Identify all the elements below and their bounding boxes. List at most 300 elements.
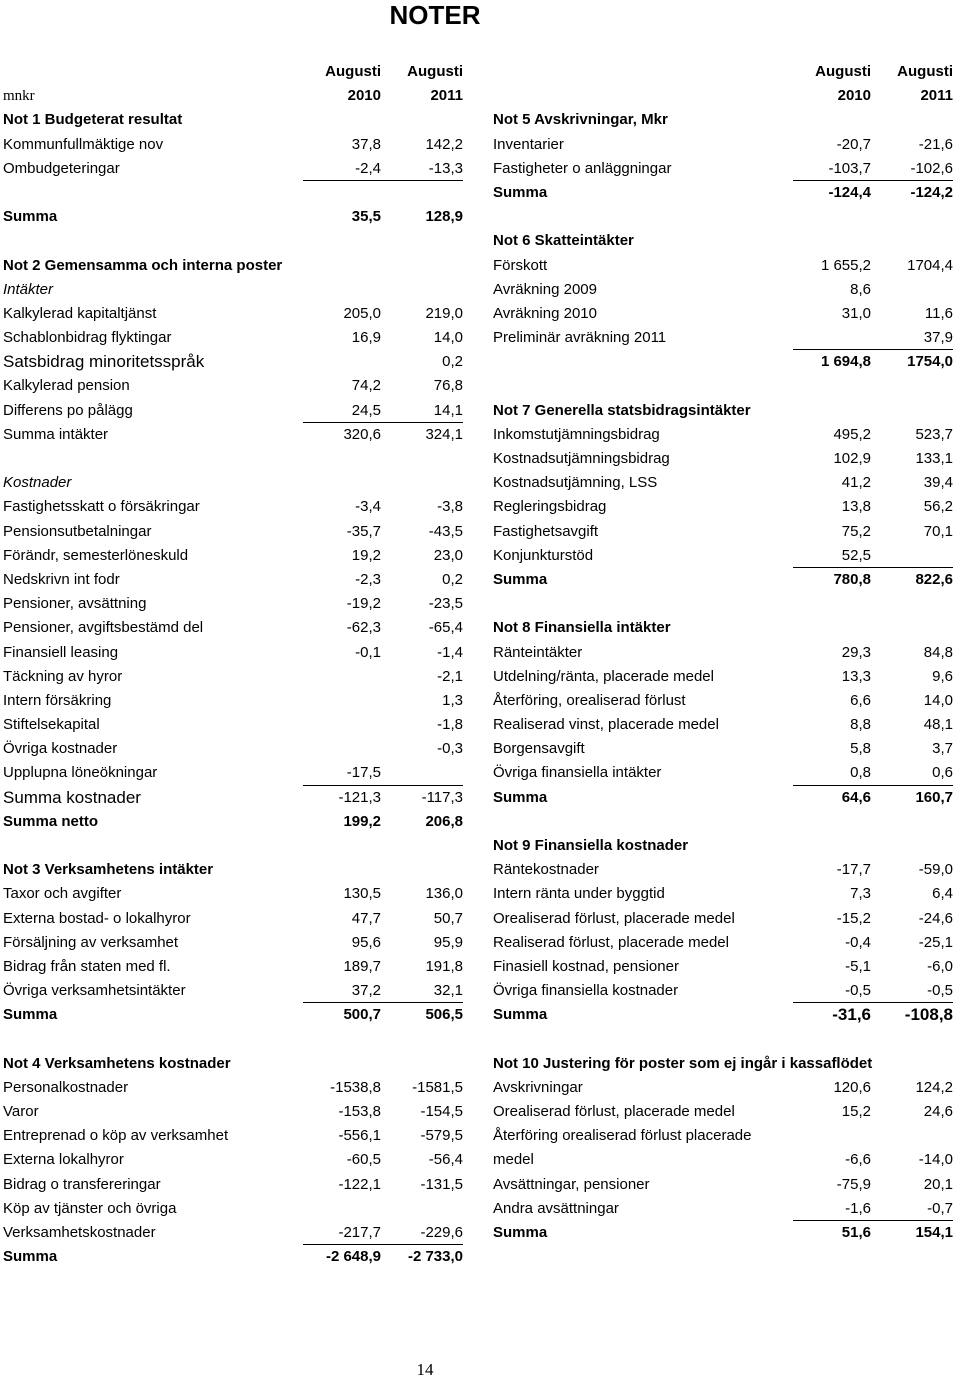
value-2010: -60,5	[346, 1151, 381, 1169]
table-row	[493, 955, 953, 979]
blank-row	[3, 181, 463, 205]
table-row	[3, 592, 463, 616]
value-2011: -0,5	[927, 982, 953, 1000]
table-row	[3, 205, 463, 229]
value-2011: -13,3	[428, 159, 463, 177]
value-2011: 324,1	[425, 425, 463, 443]
value-2010: -122,1	[338, 1175, 381, 1193]
value-2010: 24,5	[351, 401, 381, 419]
row-label: Kalkylerad kapitaltjänst	[3, 304, 157, 322]
row-label: Kostnader	[3, 474, 72, 492]
row-label: Not 2 Gemensamma och interna poster	[3, 256, 283, 274]
row-label: Pensioner, avsättning	[3, 595, 147, 613]
table-row	[493, 350, 953, 374]
row-label: Ränteintäkter	[493, 643, 583, 661]
value-2010: 47,7	[351, 909, 381, 927]
table-row	[3, 1197, 463, 1221]
value-2010: 13,8	[841, 498, 871, 516]
row-label: Varor	[3, 1103, 39, 1121]
table-row	[3, 423, 463, 447]
value-2010: 37,8	[351, 135, 381, 153]
row-label: Intern försäkring	[3, 691, 112, 709]
value-2011: -117,3	[421, 788, 463, 806]
value-2011: 523,7	[915, 425, 953, 443]
value-2010: -153,8	[338, 1103, 381, 1121]
table-row	[493, 254, 953, 278]
value-2011: 128,9	[425, 208, 463, 226]
value-2010: 8,6	[850, 280, 871, 298]
value-2010: 495,2	[833, 425, 871, 443]
value-2010: 37,2	[351, 982, 381, 1000]
value-2011: 822,6	[915, 570, 953, 588]
value-2011: -56,4	[428, 1151, 463, 1169]
table-row	[3, 1052, 463, 1076]
table-row	[3, 471, 463, 495]
table-row	[3, 1076, 463, 1100]
value-2010: 29,3	[841, 643, 871, 661]
table-row	[493, 568, 953, 592]
value-2011: -65,4	[428, 619, 463, 637]
row-label: Summa	[3, 1006, 58, 1024]
value-2011: -6,0	[927, 957, 953, 975]
row-label: Upplupna löneökningar	[3, 764, 158, 782]
table-row	[493, 737, 953, 761]
value-2011: 160,7	[915, 788, 953, 806]
table-row	[493, 786, 953, 810]
value-2010: 2010	[837, 87, 871, 105]
table-row	[3, 761, 463, 785]
table-row	[493, 1100, 953, 1124]
table-row	[3, 1100, 463, 1124]
row-label: Not 5 Avskrivningar, Mkr	[493, 111, 668, 129]
value-2010: 0,8	[850, 764, 871, 782]
value-2011: 154,1	[915, 1224, 953, 1241]
row-label: Kostnadsutjämningsbidrag	[493, 450, 670, 467]
row-label: Realiserad förlust, placerade medel	[493, 933, 729, 951]
value-2011: 32,1	[433, 982, 463, 1000]
value-2010: 35,5	[351, 208, 381, 226]
value-2010: 102,9	[833, 450, 871, 467]
row-label: Summa	[493, 1224, 548, 1241]
row-label: medel	[493, 1151, 534, 1169]
table-row	[493, 302, 953, 326]
row-label: Not 8 Finansiella intäkter	[493, 619, 671, 637]
value-2011: 14,0	[433, 329, 463, 347]
value-2010: -0,5	[845, 982, 871, 1000]
row-label: Kalkylerad pension	[3, 377, 130, 395]
value-2010: -2 648,9	[325, 1248, 381, 1266]
row-label: Orealiserad förlust, placerade medel	[493, 1103, 735, 1121]
value-2010: 320,6	[343, 425, 381, 443]
value-2011: 50,7	[433, 909, 463, 927]
row-label: Realiserad vinst, placerade medel	[493, 716, 719, 734]
table-row	[3, 278, 463, 302]
value-2010: -20,7	[836, 135, 871, 153]
table-row	[3, 1245, 463, 1269]
row-label: Not 7 Generella statsbidragsintäkter	[493, 401, 751, 419]
table-row	[493, 1197, 953, 1221]
blank-row	[493, 592, 953, 616]
value-2011: 3,7	[932, 740, 953, 758]
row-label: Kostnadsutjämning, LSS	[493, 474, 658, 492]
value-2011: -0,7	[927, 1199, 953, 1217]
table-row	[3, 979, 463, 1003]
value-2010: 31,0	[841, 304, 871, 322]
value-2011: -3,8	[437, 498, 463, 516]
table-row	[3, 374, 463, 398]
value-2010: -35,7	[346, 522, 381, 540]
value-2010: 780,8	[833, 570, 871, 588]
row-label: Övriga finansiella intäkter	[493, 764, 662, 782]
table-row	[493, 1052, 953, 1076]
row-label: Återföring, orealiserad förlust	[493, 691, 686, 709]
table-row	[493, 907, 953, 931]
table-row	[3, 665, 463, 689]
value-2011: -579,5	[420, 1127, 463, 1145]
row-label: Taxor och avgifter	[3, 885, 122, 903]
row-label: Orealiserad förlust, placerade medel	[493, 909, 735, 927]
value-2011: -124,2	[910, 183, 953, 201]
value-2011: 2011	[430, 87, 463, 105]
row-label: Övriga finansiella kostnader	[493, 982, 679, 1000]
value-2011: -24,6	[918, 909, 953, 927]
value-2010: -556,1	[338, 1127, 381, 1145]
value-2011: 0,6	[932, 764, 953, 782]
value-2011: 1,3	[442, 691, 463, 709]
row-label: Summa	[493, 183, 548, 201]
row-label: Fastighetsskatt o försäkringar	[3, 498, 200, 516]
row-label: Pensionsutbetalningar	[3, 522, 152, 540]
table-row	[3, 1003, 463, 1027]
value-2010: -75,9	[836, 1175, 871, 1193]
table-row	[493, 471, 953, 495]
value-2010: 41,2	[841, 474, 871, 492]
table-row	[493, 689, 953, 713]
table-row	[3, 616, 463, 640]
row-label: Finansiell leasing	[3, 643, 119, 661]
value-2010: 199,2	[343, 812, 381, 830]
row-label: Inventarier	[493, 135, 564, 153]
value-2011: 39,4	[923, 474, 953, 492]
value-2010: -31,6	[832, 1005, 871, 1025]
table-row	[493, 713, 953, 737]
value-2011: 20,1	[923, 1175, 953, 1193]
row-label: Avskrivningar	[493, 1078, 583, 1096]
value-2010: -124,4	[828, 183, 871, 201]
row-label: Intäkter	[3, 280, 54, 298]
table-row	[3, 1221, 463, 1245]
value-2010: 13,3	[841, 667, 871, 685]
table-row	[3, 931, 463, 955]
row-label: Kommunfullmäktige nov	[3, 135, 164, 153]
value-2011: 6,4	[932, 885, 953, 903]
value-2011: 1704,4	[907, 256, 953, 274]
table-row	[493, 979, 953, 1003]
value-2011: 14,0	[923, 691, 953, 709]
value-2011: -2,1	[437, 667, 463, 685]
table-row	[3, 1124, 463, 1148]
value-2010: 7,3	[850, 885, 871, 903]
table-row	[493, 641, 953, 665]
value-2011: 76,8	[433, 377, 463, 395]
value-2010: 19,2	[351, 546, 381, 564]
value-2011: 219,0	[425, 304, 463, 322]
value-2010: 16,9	[351, 329, 381, 347]
table-row	[3, 713, 463, 737]
table-row	[493, 1148, 953, 1172]
row-label: Summa kostnader	[3, 787, 141, 807]
row-label: Återföring orealiserad förlust placerade	[493, 1127, 752, 1145]
value-2011: 14,1	[433, 401, 463, 419]
value-2010: 75,2	[841, 522, 871, 540]
table-row	[493, 1221, 953, 1245]
value-2010: -17,7	[836, 861, 871, 879]
value-2010: -5,1	[845, 957, 871, 975]
value-2010: 95,6	[351, 933, 381, 951]
row-label: Avräkning 2009	[493, 280, 597, 298]
row-label: Försäljning av verksamhet	[3, 933, 179, 951]
row-label: Förändr, semesterlöneskuld	[3, 546, 189, 564]
table-row	[3, 907, 463, 931]
value-2011: 24,6	[923, 1103, 953, 1121]
page-title: NOTER	[389, 0, 481, 30]
blank-row	[3, 447, 463, 471]
value-2011: 142,2	[425, 135, 463, 153]
value-2010: 120,6	[833, 1078, 871, 1096]
row-label: Bidrag från staten med fl.	[3, 957, 171, 975]
table-row	[493, 1173, 953, 1197]
page-number: 14	[416, 1360, 434, 1379]
value-2010: 74,2	[351, 377, 381, 395]
table-row	[493, 108, 953, 132]
value-2010: 51,6	[841, 1224, 871, 1241]
table-row	[493, 858, 953, 882]
row-label: Summa intäkter	[3, 425, 109, 443]
value-2011: 37,9	[923, 329, 953, 347]
table-row	[493, 616, 953, 640]
value-2010: -1538,8	[330, 1078, 381, 1096]
table-row	[3, 641, 463, 665]
value-2010: -3,4	[355, 498, 381, 516]
blank-row	[3, 1028, 463, 1052]
value-2011: 124,2	[915, 1078, 953, 1096]
value-2011: 191,8	[425, 957, 463, 975]
value-2011: 0,2	[442, 353, 463, 371]
table-row	[3, 737, 463, 761]
value-2011: -59,0	[918, 861, 953, 879]
row-label: Summa	[3, 1248, 58, 1266]
row-label: Externa lokalhyror	[3, 1151, 124, 1169]
table-row	[493, 326, 953, 350]
value-2011: 206,8	[425, 812, 463, 830]
left-notes-column	[3, 60, 463, 1269]
blank-row	[3, 229, 463, 253]
table-row	[3, 60, 463, 84]
value-2010: -17,5	[346, 764, 381, 782]
table-row	[3, 858, 463, 882]
row-label: Bidrag o transfereringar	[3, 1175, 161, 1193]
value-2011: -131,5	[420, 1175, 463, 1193]
table-row	[493, 399, 953, 423]
table-row	[493, 1003, 953, 1027]
value-2011: -154,5	[420, 1103, 463, 1121]
table-row	[3, 882, 463, 906]
table-row	[3, 254, 463, 278]
table-row	[3, 689, 463, 713]
table-row	[3, 810, 463, 834]
value-2010: -6,6	[845, 1151, 871, 1169]
value-2011: -102,6	[910, 159, 953, 177]
table-row	[493, 665, 953, 689]
row-label: Summa netto	[3, 812, 99, 830]
value-2011: -21,6	[918, 135, 953, 153]
row-label: Verksamhetskostnader	[3, 1224, 156, 1241]
value-2011: 84,8	[923, 643, 953, 661]
table-row	[493, 60, 953, 84]
row-label: mnkr	[3, 88, 35, 105]
value-2010: 8,8	[850, 716, 871, 734]
row-label: Ombudgeteringar	[3, 159, 120, 177]
value-2010: 500,7	[343, 1006, 381, 1024]
value-2010: 5,8	[850, 740, 871, 758]
blank-row	[493, 1028, 953, 1052]
value-2011: 9,6	[932, 667, 953, 685]
value-2011: 506,5	[425, 1006, 463, 1024]
value-2010: 1 655,2	[820, 256, 871, 274]
value-2011: -229,6	[420, 1224, 463, 1241]
value-2011: -1,8	[437, 716, 463, 734]
table-row	[3, 157, 463, 181]
table-row	[493, 84, 953, 108]
value-2010: 205,0	[343, 304, 381, 322]
row-label: Förskott	[493, 256, 548, 274]
row-label: Summa	[3, 208, 58, 226]
value-2011: -14,0	[918, 1151, 953, 1169]
value-2010: -103,7	[828, 159, 871, 177]
value-2011: 11,6	[924, 304, 953, 322]
value-2010: -62,3	[346, 619, 381, 637]
table-row	[3, 786, 463, 810]
row-label: Pensioner, avgiftsbestämd del	[3, 619, 204, 637]
row-label: Köp av tjänster och övriga	[3, 1199, 177, 1217]
right-notes-column	[493, 60, 953, 1245]
row-label: Schablonbidrag flyktingar	[3, 329, 172, 347]
table-row	[493, 1124, 953, 1148]
value-2011: -1581,5	[412, 1078, 463, 1096]
blank-row	[493, 374, 953, 398]
value-2010: -0,1	[355, 643, 381, 661]
row-label: Summa	[493, 570, 548, 588]
row-label: Inkomstutjämningsbidrag	[493, 425, 660, 443]
row-label: Not 4 Verksamhetens kostnader	[3, 1054, 231, 1072]
row-label: Andra avsättningar	[493, 1199, 619, 1217]
table-row	[493, 447, 953, 471]
value-2011: -108,8	[904, 1005, 953, 1025]
table-row	[493, 495, 953, 519]
table-row	[3, 399, 463, 423]
value-2011: 0,2	[442, 570, 463, 588]
value-2010: -121,3	[338, 788, 381, 806]
table-row	[3, 544, 463, 568]
table-row	[493, 133, 953, 157]
row-label: Utdelning/ränta, placerade medel	[493, 667, 714, 685]
blank-row	[493, 205, 953, 229]
value-2011: Augusti	[407, 63, 463, 80]
table-row	[493, 931, 953, 955]
value-2011: 48,1	[923, 716, 953, 734]
value-2010: -217,7	[338, 1224, 381, 1241]
row-label: Entreprenad o köp av verksamhet	[3, 1127, 229, 1145]
table-row	[3, 302, 463, 326]
row-label: Avsättningar, pensioner	[493, 1175, 650, 1193]
row-label: Konjunkturstöd	[493, 546, 594, 564]
value-2011: 70,1	[923, 522, 953, 540]
row-label: Not 3 Verksamhetens intäkter	[3, 861, 214, 879]
value-2010: -0,4	[845, 933, 871, 951]
value-2010: -1,6	[845, 1199, 871, 1217]
value-2010: -2,4	[355, 159, 381, 177]
row-label: Finasiell kostnad, pensioner	[493, 957, 679, 975]
row-label: Övriga kostnader	[3, 740, 118, 758]
value-2010: 52,5	[841, 546, 871, 564]
value-2011: -23,5	[428, 595, 463, 613]
row-label: Externa bostad- o lokalhyror	[3, 909, 191, 927]
row-label: Summa	[493, 1006, 548, 1024]
value-2011: 136,0	[425, 885, 463, 903]
row-label: Differens po pålägg	[3, 401, 133, 419]
value-2011: -0,3	[437, 740, 463, 758]
row-label: Not 6 Skatteintäkter	[493, 232, 634, 250]
table-row	[493, 157, 953, 181]
value-2011: -25,1	[918, 933, 953, 951]
row-label: Preliminär avräkning 2011	[493, 329, 667, 347]
row-label: Borgensavgift	[493, 740, 585, 758]
value-2011: -1,4	[437, 643, 463, 661]
row-label: Avräkning 2010	[493, 304, 597, 322]
table-row	[3, 1148, 463, 1172]
value-2011: 56,2	[923, 498, 953, 516]
value-2011: -43,5	[428, 522, 463, 540]
table-row	[493, 834, 953, 858]
value-2011: Augusti	[897, 63, 953, 80]
row-label: Övriga verksamhetsintäkter	[3, 982, 186, 1000]
value-2011: 133,1	[915, 450, 953, 467]
table-row	[493, 761, 953, 785]
table-row	[493, 278, 953, 302]
row-label: Personalkostnader	[3, 1078, 129, 1096]
table-row	[3, 108, 463, 132]
row-label: Fastigheter o anläggningar	[493, 159, 672, 177]
value-2011: -2 733,0	[407, 1248, 463, 1266]
row-label: Satsbidrag minoritetsspråk	[3, 352, 205, 372]
value-2010: -2,3	[355, 570, 381, 588]
table-row	[493, 181, 953, 205]
table-row	[493, 229, 953, 253]
value-2010: 2010	[347, 87, 381, 105]
table-row	[3, 326, 463, 350]
table-row	[3, 133, 463, 157]
table-row	[3, 495, 463, 519]
value-2011: 23,0	[433, 546, 463, 564]
row-label: Regleringsbidrag	[493, 498, 607, 516]
table-row	[3, 568, 463, 592]
value-2011: 95,9	[433, 933, 463, 951]
value-2010: 130,5	[343, 885, 381, 903]
table-row	[493, 882, 953, 906]
value-2010: 15,2	[841, 1103, 871, 1121]
table-row	[3, 520, 463, 544]
row-label: Stiftelsekapital	[3, 716, 100, 734]
